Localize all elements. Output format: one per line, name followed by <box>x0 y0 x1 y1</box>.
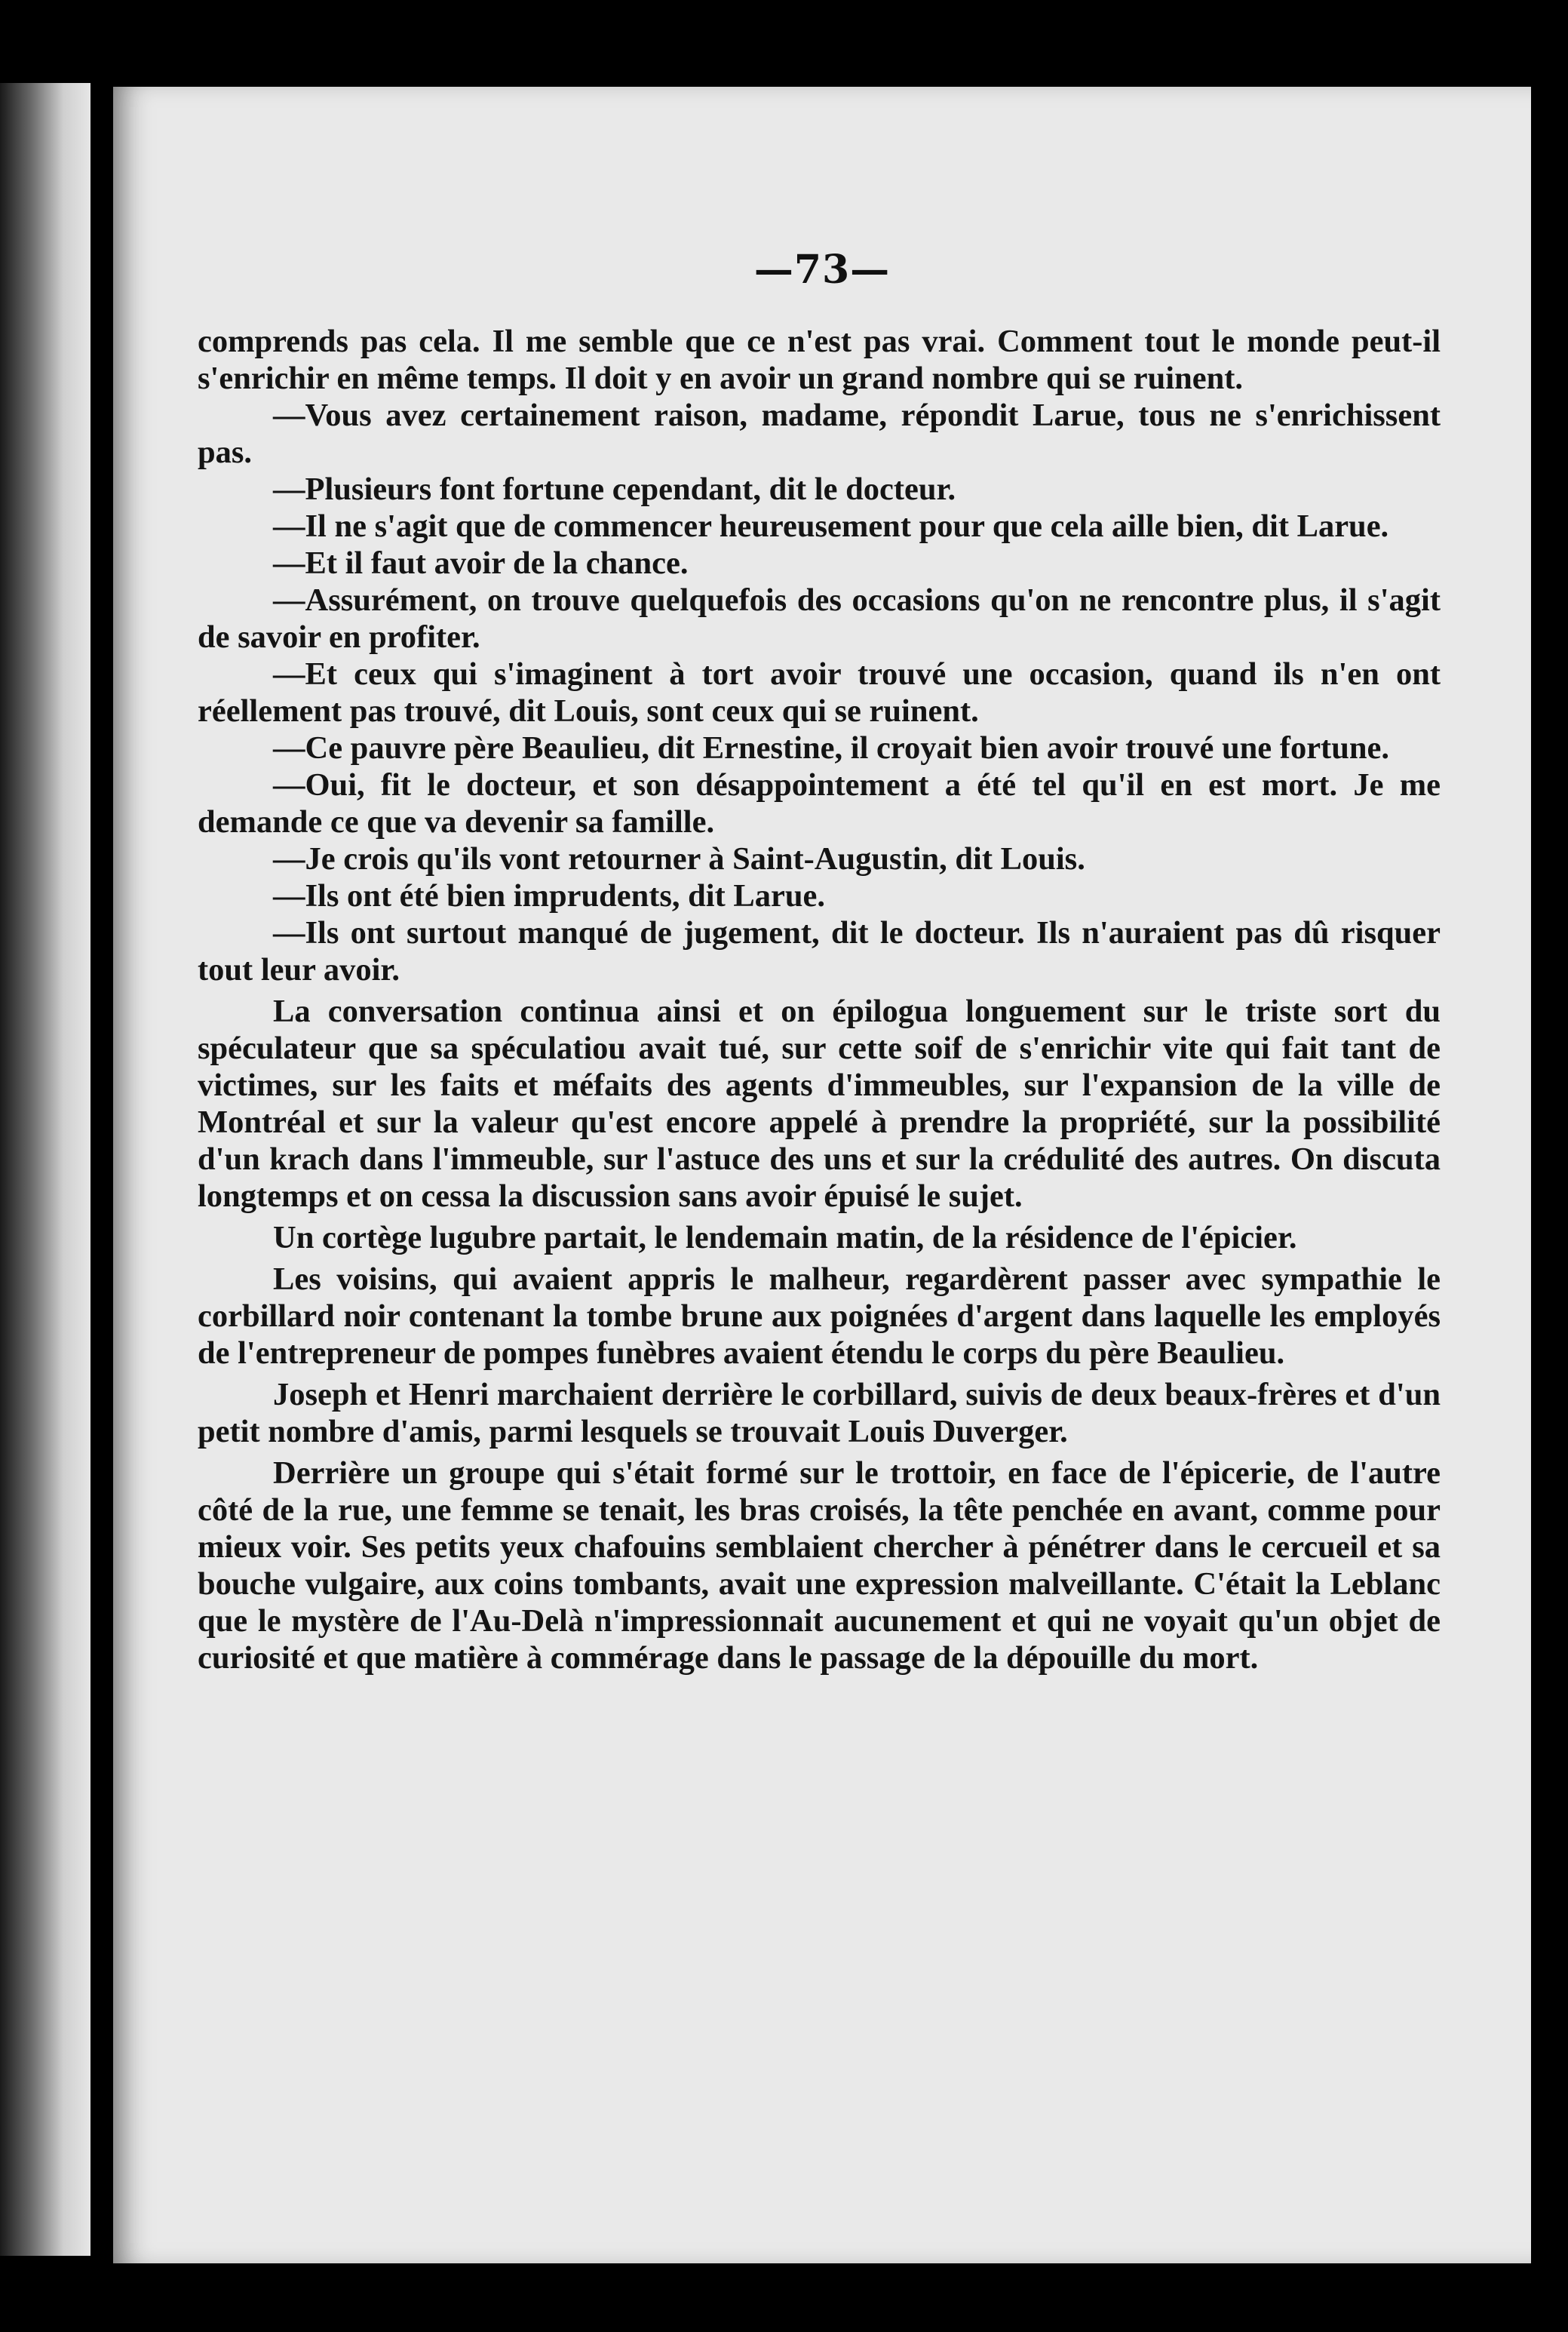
paragraph: Joseph et Henri marchaient derrière le corbillard, suivis de deux beaux-frères et d'un petit nombre d'amis, parmi lesquels se trouvait Louis Duverger. <box>198 1377 1441 1449</box>
paragraph: Un cortège lugubre partait, le lendemain matin, de la résidence de l'épicier. <box>273 1220 1297 1255</box>
paragraph: —Oui, fit le docteur, et son désappointement a été tel qu'il en est mort. Je me demande ce que va devenir sa famille. <box>198 767 1441 840</box>
paragraph: Derrière un groupe qui s'était formé sur le trottoir, en face de l'épicerie, de l'autre côté de la rue, une femme se tenait, les bras croisés, la tête penchée en avant, comme pour mieux voir. Ses petits yeux chafouins semblaient chercher à pénétrer dans le cercueil et sa bouche vulgaire, aux coins tombants, avait une expression malveillante. C'était la Leblanc que le mystère de l'Au-Delà n'impressionnait aucunement et qui ne voyait qu'un objet de curiosité et que matière à commérage dans le passage de la dépouille du mort. <box>198 1455 1441 1676</box>
paragraph: —Ce pauvre père Beaulieu, dit Ernestine, il croyait bien avoir trouvé une fortune. <box>273 730 1389 766</box>
paragraph: —Ils ont surtout manqué de jugement, dit le docteur. Ils n'auraient pas dû risquer tout leur avoir. <box>198 915 1441 988</box>
paragraph: —Plusieurs font fortune cependant, dit le docteur. <box>273 472 956 507</box>
paragraph: La conversation continua ainsi et on épilogua longuement sur le triste sort du spéculateur que sa spéculatiou avait tué, sur cette soif de s'enrichir vite qui fait tant de victimes, sur les faits et méfaits des agents d'immeubles, sur l'expansion de la ville de Montréal et sur la valeur qu'est encore appelé à prendre la propriété, sur la possibilité d'un krach dans l'immeuble, sur l'astuce des uns et sur la crédulité des autres. On discuta longtemps et on cessa la discussion sans avoir épuisé le sujet. <box>198 994 1441 1214</box>
paragraph: —Je crois qu'ils vont retourner à Saint-Augustin, dit Louis. <box>273 841 1085 877</box>
paragraph: Les voisins, qui avaient appris le malheur, regardèrent passer avec sympathie le corbillard noir contenant la tombe brune aux poignées d'argent dans laquelle les employés de l'entrepreneur de pompes funèbres avaient étendu le corps du père Beaulieu. <box>198 1261 1441 1371</box>
body-text <box>198 323 1441 1676</box>
book-page <box>113 87 1531 2263</box>
previous-page-edge <box>0 83 91 2256</box>
paragraph: —Vous avez certainement raison, madame, répondit Larue, tous ne s'enrichissent pas. <box>198 398 1441 470</box>
paragraph: —Et il faut avoir de la chance. <box>273 545 689 581</box>
paragraph: —Il ne s'agit que de commencer heureusement pour que cela aille bien, dit Larue. <box>273 508 1389 544</box>
paragraph: comprends pas cela. Il me semble que ce n'est pas vrai. Comment tout le monde peut-il s'enrichir en même temps. Il doit y en avoir un grand nombre qui se ruinent. <box>198 324 1441 396</box>
paragraph: —Ils ont été bien imprudents, dit Larue. <box>273 878 825 914</box>
page-number: —73— <box>753 247 891 293</box>
paragraph: —Et ceux qui s'imaginent à tort avoir trouvé une occasion, quand ils n'en ont réellement pas trouvé, dit Louis, sont ceux qui se ruinent. <box>198 656 1441 729</box>
paragraph: —Assurément, on trouve quelquefois des occasions qu'on ne rencontre plus, il s'agit de savoir en profiter. <box>198 582 1441 655</box>
